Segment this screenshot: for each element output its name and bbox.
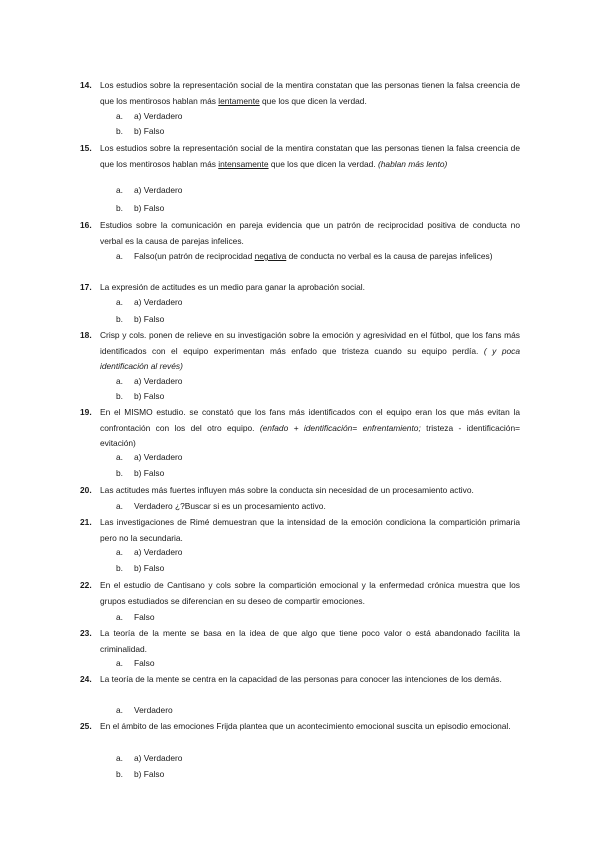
question-number: 20.: [80, 485, 92, 495]
question-number: 21.: [80, 517, 92, 527]
option-letter: a.: [116, 753, 123, 763]
option-letter: b.: [116, 468, 123, 478]
question-text-italic: ( y poca identificación al revés): [100, 345, 521, 372]
option-text: b) Falso: [134, 468, 165, 478]
option-text: b) Falso: [134, 126, 165, 136]
option-text: a) Verdadero: [134, 452, 183, 462]
question-text: Las investigaciones de Rimé demuestran que la intensidad de la emoción condiciona la compartición primaria pero no la secundaria.: [100, 517, 520, 543]
option-text: Verdadero ¿?Buscar si es un procesamiento activo.: [134, 501, 326, 511]
question-text: La expresión de actitudes es un medio para ganar la aprobación social.: [100, 282, 365, 292]
question-number: 15.: [80, 143, 92, 153]
question-text-segment: tristeza - identificación= evitación): [100, 422, 521, 449]
option-letter: a.: [116, 111, 123, 121]
question-text: Las actitudes más fuertes influyen más sobre la conducta sin necesidad de un procesamiento activo.: [100, 485, 474, 495]
answer-option: [116, 751, 520, 767]
question-number: 23.: [80, 628, 92, 638]
option-text: Falso: [134, 658, 155, 668]
answer-option: [116, 450, 520, 466]
option-letter: a.: [116, 251, 123, 261]
option-letter: a.: [116, 376, 123, 386]
option-text: a) Verdadero: [134, 376, 183, 386]
answer-option: [116, 499, 520, 515]
question-number: 22.: [80, 580, 92, 590]
answer-option: [116, 656, 520, 672]
answer-option: [116, 249, 520, 265]
question-text-segment: que los que dicen la verdad.: [268, 158, 378, 169]
question-text-italic: (enfado + identificación= enfrentamiento;: [259, 422, 421, 433]
question-number: 25.: [80, 721, 92, 731]
question-text: [100, 78, 520, 109]
option-letter: a.: [116, 612, 123, 622]
question-number: 18.: [80, 330, 92, 340]
question: [80, 280, 520, 296]
answer-option: [116, 109, 520, 125]
option-letter: b.: [116, 391, 123, 401]
option-letter: b.: [116, 203, 123, 213]
option-text: b) Falso: [134, 391, 165, 401]
option-text: b) Falso: [134, 203, 165, 213]
option-text: b) Falso: [134, 563, 165, 573]
answer-option: [116, 124, 520, 140]
question-text-segment: que los que dicen la verdad.: [259, 95, 367, 106]
option-text: Verdadero: [134, 705, 173, 715]
option-text: a) Verdadero: [134, 753, 183, 763]
question: [80, 405, 520, 452]
question: [80, 141, 520, 172]
question: [80, 578, 520, 609]
question-number: 17.: [80, 282, 92, 292]
option-letter: a.: [116, 705, 123, 715]
question-text-segment: Los estudios sobre la representación social de la mentira constatan que las personas tienen la falsa creencia de que los mentirosos hablan más: [100, 80, 520, 106]
answer-option: [116, 545, 520, 561]
option-text: b) Falso: [134, 314, 165, 324]
answer-option: [116, 295, 520, 311]
question-number: 16.: [80, 220, 92, 230]
option-text: a) Verdadero: [134, 185, 183, 195]
option-text: Falso: [134, 612, 155, 622]
question-text: En el ámbito de las emociones Frijda plantea que un acontecimiento emocional suscita un episodio emocional.: [100, 721, 511, 731]
option-letter: b.: [116, 126, 123, 136]
option-letter: b.: [116, 563, 123, 573]
question: [80, 218, 520, 249]
answer-option: [116, 767, 520, 783]
question-text: Estudios sobre la comunicación en pareja evidencia que un patrón de reciprocidad positiva de conducta no verbal es la causa de parejas infelices.: [100, 220, 520, 246]
option-letter: a.: [116, 297, 123, 307]
answer-option: [116, 389, 520, 405]
question-text: La teoría de la mente se centra en la capacidad de las personas para conocer las intenciones de los demás.: [100, 674, 502, 684]
option-text-segment: de conducta no verbal es la causa de parejas infelices): [286, 251, 493, 261]
option-text: b) Falso: [134, 769, 165, 779]
option-letter: b.: [116, 769, 123, 779]
answer-option: [116, 466, 520, 482]
question: [80, 328, 520, 375]
question-text: La teoría de la mente se basa en la idea de que algo que tiene poco valor o está abandonado facilita la criminalidad.: [100, 628, 520, 654]
option-text-segment: Falso(un patrón de reciprocidad: [134, 251, 255, 261]
question: [80, 78, 520, 109]
question-number: 14.: [80, 80, 92, 90]
option-text: a) Verdadero: [134, 547, 183, 557]
question-text: [100, 141, 520, 172]
answer-option: [116, 610, 520, 626]
option-letter: a.: [116, 501, 123, 511]
question-text: En el estudio de Cantisano y cols sobre la compartición emocional y la enfermedad crónica muestra que los grupos estudiados se diferencian en su deseo de compartir emociones.: [100, 580, 520, 606]
option-text: a) Verdadero: [134, 111, 183, 121]
question-text-underlined: intensamente: [218, 158, 269, 169]
option-text: a) Verdadero: [134, 297, 183, 307]
answer-option: [116, 374, 520, 390]
answer-option: [116, 183, 520, 199]
question-text: [100, 405, 520, 452]
answer-option: [116, 312, 520, 328]
question-text-segment: Los estudios sobre la representación social de la mentira constatan que las personas tienen la falsa creencia de que los mentirosos hablan más: [100, 143, 520, 169]
answer-option: [116, 201, 520, 217]
option-letter: a.: [116, 452, 123, 462]
question: [80, 515, 520, 546]
option-letter: a.: [116, 658, 123, 668]
question-text-segment: En el MISMO estudio. se constató que los fans más identificados con el equipo eran los que más evitan la confrontación con los del otro equipo.: [100, 407, 520, 433]
answer-option: [116, 703, 520, 719]
option-text: [134, 249, 520, 265]
question-text-segment: Crisp y cols. ponen de relieve en su investigación sobre la emoción y agresividad en el fútbol, que los fans más identificados con el equipo experimentan más enfado que tristeza cuando su equipo perdía.: [100, 330, 520, 356]
question-text: [100, 328, 520, 375]
question: [80, 719, 520, 735]
option-letter: b.: [116, 314, 123, 324]
question-number: 24.: [80, 674, 92, 684]
answer-option: [116, 561, 520, 577]
question-text-italic: (hablan más lento): [377, 158, 448, 169]
option-letter: a.: [116, 547, 123, 557]
question: [80, 626, 520, 657]
question-number: 19.: [80, 407, 92, 417]
option-text-underlined: negativa: [254, 251, 287, 261]
option-letter: a.: [116, 185, 123, 195]
question: [80, 672, 520, 688]
question-text-underlined: lentamente: [218, 95, 260, 106]
question: [80, 483, 520, 499]
